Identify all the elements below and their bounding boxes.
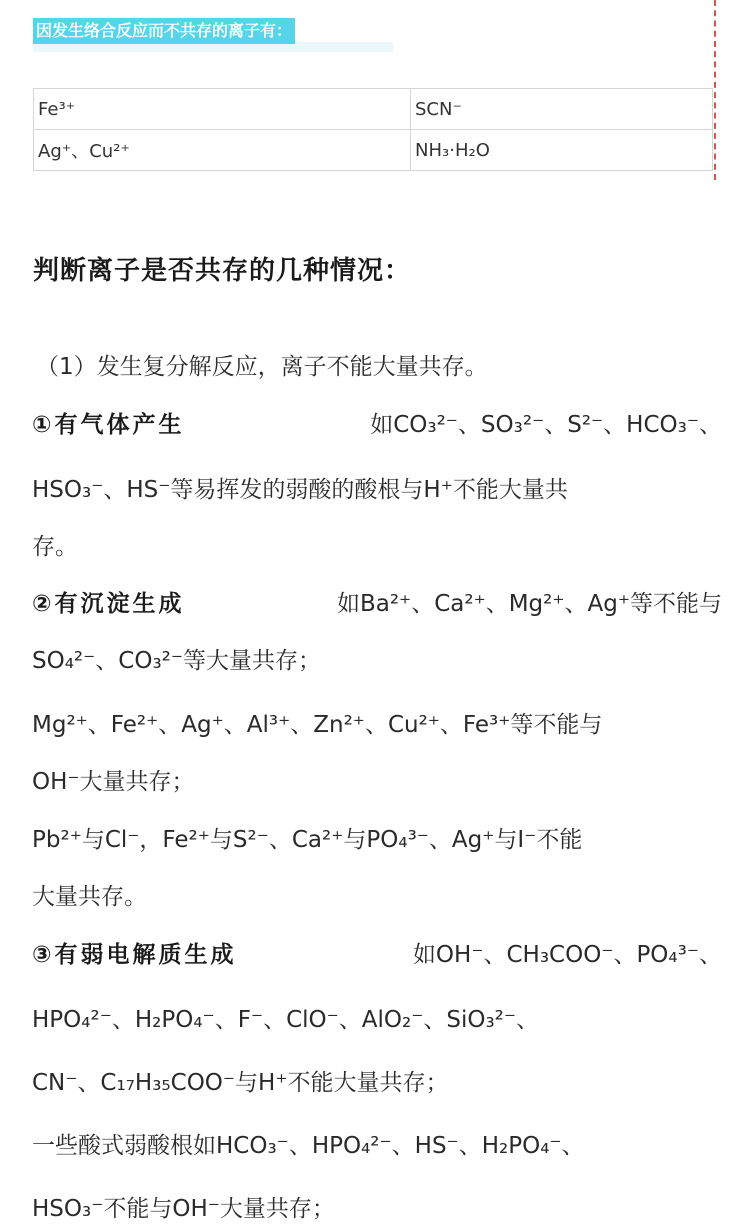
table-cell: Fe³⁺	[34, 89, 411, 130]
table-row	[34, 89, 713, 130]
paragraph-line: 一些酸式弱酸根如HCO₃⁻、HPO₄²⁻、HS⁻、H₂PO₄⁻、	[32, 1133, 585, 1159]
paragraph-line: CN⁻、C₁₇H₃₅COO⁻与H⁺不能大量共存；	[32, 1070, 449, 1096]
paragraph-line: Pb²⁺与Cl⁻，Fe²⁺与S²⁻、Ca²⁺与PO₄³⁻、Ag⁺与I⁻不能	[32, 827, 583, 853]
item-label: ①有气体产生	[32, 412, 185, 438]
paragraph-line: HSO₃⁻不能与OH⁻大量共存；	[32, 1196, 335, 1222]
table-row	[34, 130, 713, 171]
section-heading: 判断离子是否共存的几种情况：	[33, 256, 412, 286]
paragraph-line	[32, 410, 722, 440]
paragraph-line: HSO₃⁻、HS⁻等易挥发的弱酸的酸根与H⁺不能大量共	[32, 477, 568, 503]
item-text: 如OH⁻、CH₃COO⁻、PO₄³⁻、	[412, 942, 722, 968]
complexation-ion-table	[33, 88, 713, 171]
paragraph-line: 存。	[32, 534, 78, 560]
table-cell: SCN⁻	[411, 89, 713, 130]
paragraph-line: OH⁻大量共存；	[32, 769, 195, 795]
paragraph-line	[32, 589, 722, 619]
paragraph-line: SO₄²⁻、CO₃²⁻等大量共存；	[32, 648, 322, 674]
item-text: 如Ba²⁺、Ca²⁺、Mg²⁺、Ag⁺等不能与	[336, 591, 722, 617]
paragraph-line: 大量共存。	[32, 884, 147, 910]
item-label: ③有弱电解质生成	[32, 942, 237, 968]
table-cell: NH₃·H₂O	[411, 130, 713, 171]
paragraph-line	[32, 940, 722, 970]
page-break-dashed-line	[714, 0, 716, 180]
item-label: ②有沉淀生成	[32, 591, 185, 617]
paragraph-line: （1）发生复分解反应，离子不能大量共存。	[36, 354, 488, 380]
section-banner: 因发生络合反应而不共存的离子有：	[33, 18, 295, 44]
paragraph-line: HPO₄²⁻、H₂PO₄⁻、F⁻、ClO⁻、AlO₂⁻、SiO₃²⁻、	[32, 1007, 540, 1033]
paragraph-line: Mg²⁺、Fe²⁺、Ag⁺、Al³⁺、Zn²⁺、Cu²⁺、Fe³⁺等不能与	[32, 712, 603, 738]
item-text: 如CO₃²⁻、SO₃²⁻、S²⁻、HCO₃⁻、	[370, 412, 722, 438]
table-cell: Ag⁺、Cu²⁺	[34, 130, 411, 171]
